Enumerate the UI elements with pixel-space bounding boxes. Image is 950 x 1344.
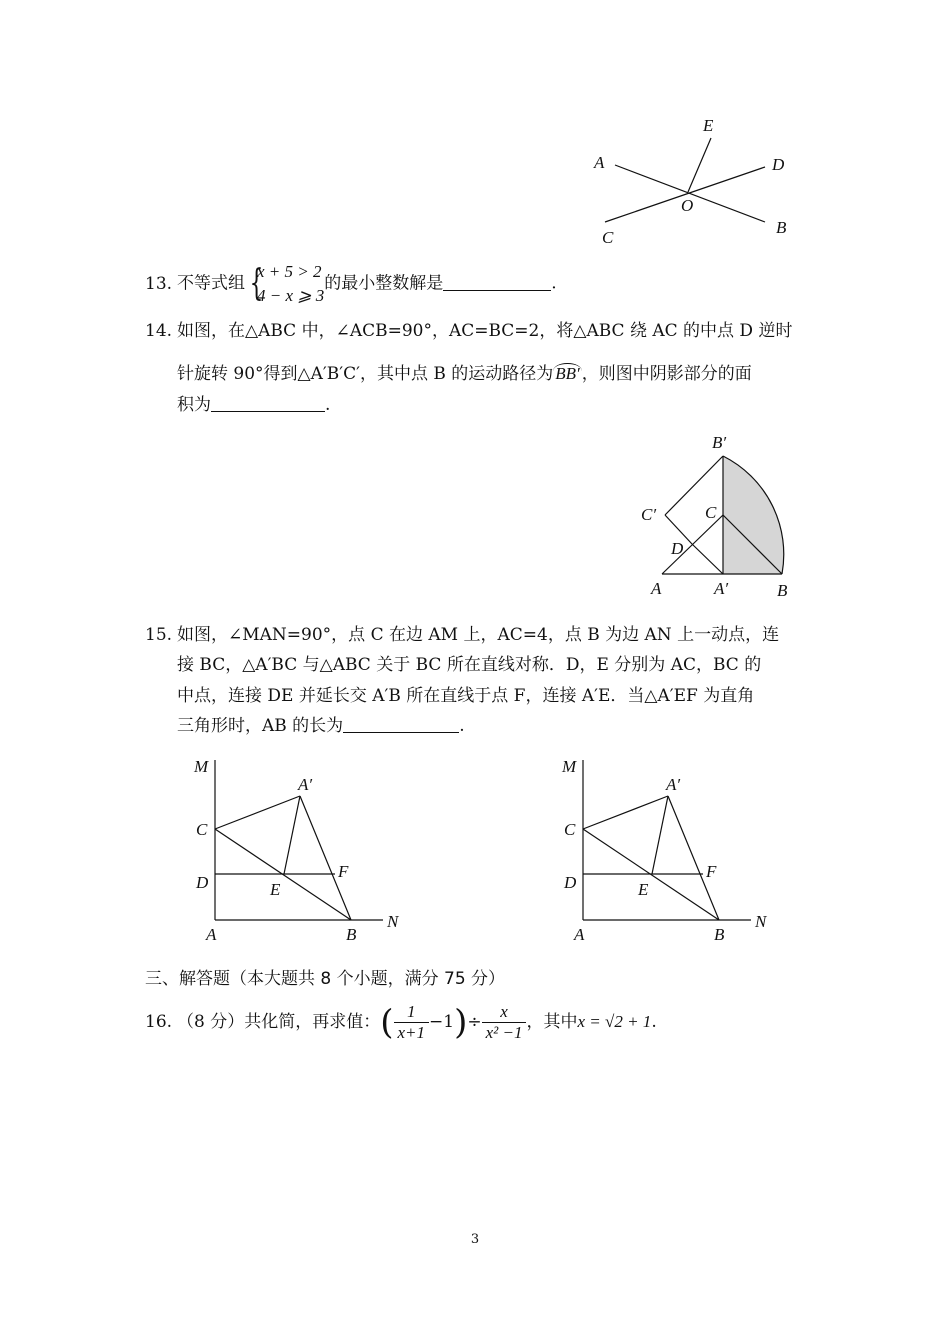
q14-line-2a: 针旋转 90°得到△A′B′C′，其中点 B 的运动路径为 xyxy=(177,364,554,384)
question-16 xyxy=(145,1000,657,1045)
fraction-2-numerator: x xyxy=(482,1002,527,1023)
fig12-label-d: D xyxy=(772,155,785,174)
fig15a-label-b: B xyxy=(346,925,357,944)
inequality-line-2: 4 − x ⩾ 3 xyxy=(257,286,325,305)
question-number: 13. xyxy=(145,273,173,294)
figure-symmetry-right xyxy=(556,750,781,950)
answer-blank[interactable] xyxy=(343,714,459,733)
q15-line-2: 接 BC，△A′BC 与△ABC 关于 BC 所在直线对称．D，E 分别为 AC，BC 的 xyxy=(177,655,762,675)
fig14-label-b-prime: B′ xyxy=(712,433,727,452)
fig15b-label-e: E xyxy=(638,880,649,899)
fig12-label-e: E xyxy=(703,116,714,135)
q13-prefix: 不等式组 xyxy=(177,273,245,294)
fig15a-label-f: F xyxy=(338,862,349,881)
fig15b-label-n: N xyxy=(755,912,767,931)
fig15a-label-a-prime: A′ xyxy=(298,775,313,794)
fig14-label-b: B xyxy=(777,581,788,600)
q13-end: . xyxy=(551,273,557,294)
inequality-line-1: x + 5 > 2 xyxy=(257,262,322,281)
q15-line-1: 如图，∠MAN=90°，点 C 在边 AM 上，AC=4，点 B 为边 AN 上一动点，连 xyxy=(177,625,780,645)
arc-bb-prime: BB′ xyxy=(555,364,580,383)
question-15-line-3 xyxy=(177,681,754,711)
right-paren: ) xyxy=(454,1002,468,1043)
question-14 xyxy=(145,316,792,346)
q14-line-2b: ，则图中阴影部分的面 xyxy=(581,364,752,384)
q14-end: . xyxy=(325,395,331,415)
left-paren: ( xyxy=(380,1002,394,1043)
fig12-label-b: B xyxy=(776,218,787,237)
fig12-label-a: A xyxy=(594,153,605,172)
figure-intersecting-lines xyxy=(585,110,800,250)
fig14-label-a: A xyxy=(651,579,662,598)
page-number: 3 xyxy=(470,1232,480,1247)
fraction-1-numerator: 1 xyxy=(394,1002,430,1023)
fraction-1-denominator: x+1 xyxy=(397,1023,426,1042)
question-number: 16. xyxy=(145,1012,173,1032)
fraction-2-denominator: x² −1 xyxy=(485,1023,523,1042)
q16-prefix: （8 分）共化简，再求值： xyxy=(177,1012,381,1032)
q15-end: . xyxy=(459,716,465,736)
fig15a-label-d: D xyxy=(196,873,209,892)
brace-symbol: { xyxy=(249,263,264,304)
q13-suffix: 的最小整数解是 xyxy=(324,273,444,294)
fig15a-label-a: A xyxy=(206,925,217,944)
inequality-system xyxy=(245,260,324,308)
figure-rotation xyxy=(635,428,800,603)
section-heading: 三、解答题（本大题共 8 个小题，满分 75 分） xyxy=(145,969,506,989)
fig15b-label-c: C xyxy=(564,820,576,839)
q15-line-4: 三角形时，AB 的长为 xyxy=(177,716,344,736)
minus-one: −1 xyxy=(429,1012,455,1032)
fig14-label-a-prime: A′ xyxy=(714,579,729,598)
divide-sign: ÷ xyxy=(467,1012,482,1032)
fig15a-label-c: C xyxy=(196,820,208,839)
q15-line-3: 中点，连接 DE 并延长交 A′B 所在直线于点 F，连接 A′E．当△A′EF 为直角 xyxy=(177,686,755,706)
figure-symmetry-left xyxy=(188,750,413,950)
question-14-line-2 xyxy=(177,359,752,389)
fig15a-label-e: E xyxy=(270,880,281,899)
fig15b-label-f: F xyxy=(706,862,717,881)
fig15a-label-m: M xyxy=(194,757,209,776)
fig15b-label-d: D xyxy=(564,873,577,892)
answer-blank[interactable] xyxy=(211,393,325,412)
fraction-1 xyxy=(394,1002,430,1043)
fraction-2 xyxy=(482,1002,527,1043)
question-14-line-3 xyxy=(177,390,330,420)
fig12-label-c: C xyxy=(602,228,614,247)
q16-end: . xyxy=(651,1012,657,1032)
q14-line-3: 积为 xyxy=(177,395,211,415)
answer-blank[interactable] xyxy=(443,272,551,291)
fig14-label-c: C xyxy=(705,503,717,522)
x-value: x = √2 + 1 xyxy=(577,1012,652,1031)
q16-suffix: ，其中 xyxy=(526,1012,578,1032)
fig14-label-c-prime: C′ xyxy=(641,505,657,524)
question-number: 15. xyxy=(145,625,173,645)
question-13 xyxy=(145,260,557,308)
fig15b-label-a: A xyxy=(574,925,585,944)
fig15b-label-m: M xyxy=(562,757,577,776)
fig15b-label-a-prime: A′ xyxy=(666,775,681,794)
question-number: 14. xyxy=(145,321,173,341)
q14-line-1: 如图，在△ABC 中，∠ACB=90°，AC=BC=2，将△ABC 绕 AC 的中点 D 逆时 xyxy=(177,321,793,341)
question-15 xyxy=(145,620,779,650)
fig14-label-d: D xyxy=(671,539,684,558)
fig15b-label-b: B xyxy=(714,925,725,944)
fig15a-label-n: N xyxy=(387,912,399,931)
question-15-line-4 xyxy=(177,711,465,741)
fig12-label-o: O xyxy=(681,196,694,215)
question-15-line-2 xyxy=(177,650,761,680)
